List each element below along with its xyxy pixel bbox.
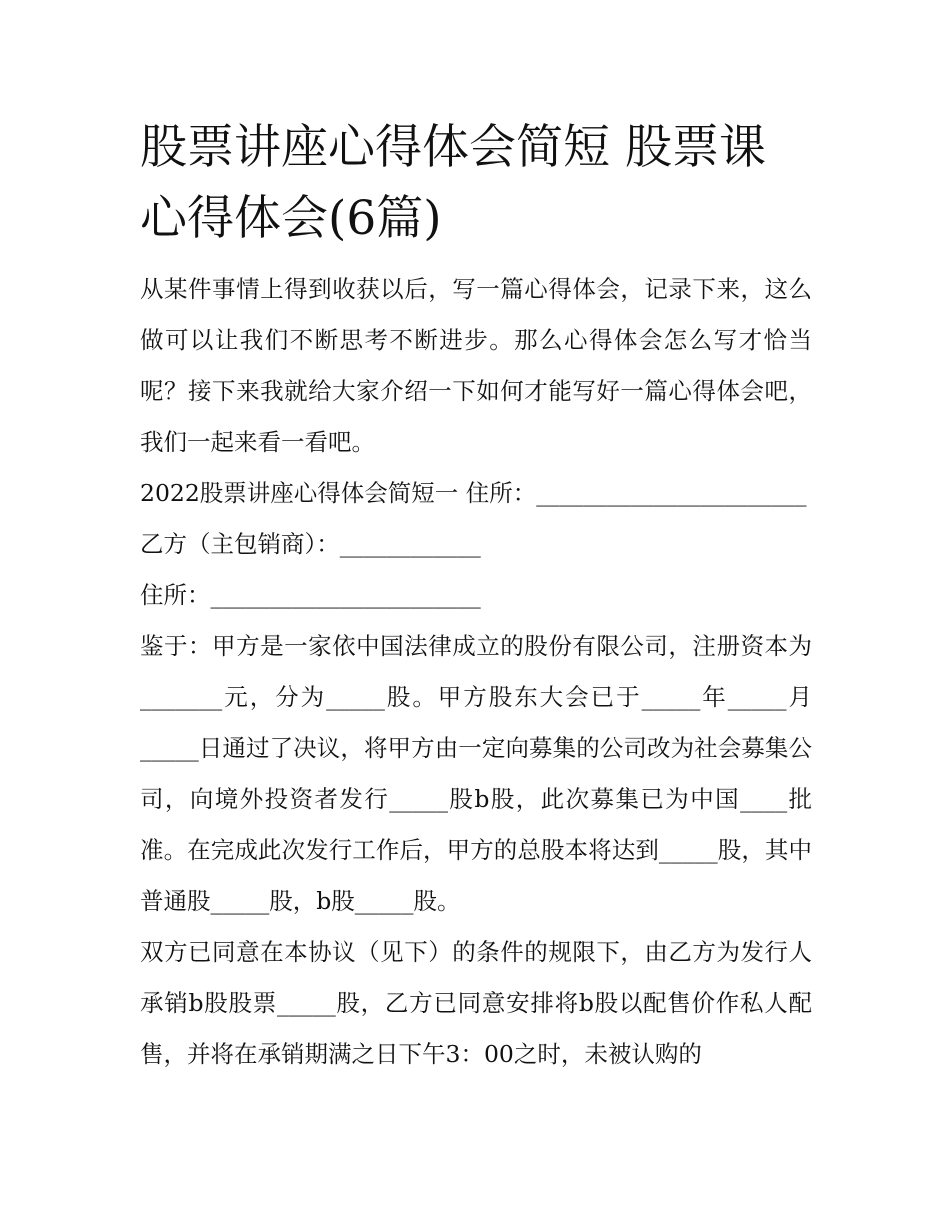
agreement-paragraph: 双方已同意在本协议（见下）的条件的规限下，由乙方为发行人承销b股股票_____股，乙方已同意安排将b股以配售价作私人配售，并将在承销期满之日下午3：00之时，未被认购的 — [140, 938, 812, 1068]
document-title: 股票讲座心得体会简短 股票课心得体会(6篇) — [140, 120, 766, 246]
address-line: 住所：_______________________ — [140, 581, 481, 609]
section-heading-address: 2022股票讲座心得体会简短一 住所：_______________________ — [140, 479, 807, 507]
document-page — [140, 112, 812, 1080]
intro-paragraph: 从某件事情上得到收获以后，写一篇心得体会，记录下来，这么做可以让我们不断思考不断进步。那么心得体会怎么写才恰当呢？接下来我就给大家介绍一下如何才能写好一篇心得体会吧，我们一起来看一看吧。 — [140, 275, 812, 456]
whereas-paragraph: 鉴于：甲方是一家依中国法律成立的股份有限公司，注册资本为_______元，分为_____股。甲方股东大会已于_____年_____月_____日通过了决议，将甲方由一定向募集的公司改为社会募集公司，向境外投资者发行_____股b股，此次募集已为中国____批准。在完成此次发行工作后，甲方的总股本将达到_____股，其中普通股_____股，b股_____股。 — [140, 632, 812, 915]
party-b-line: 乙方（主包销商）：____________ — [140, 530, 481, 558]
